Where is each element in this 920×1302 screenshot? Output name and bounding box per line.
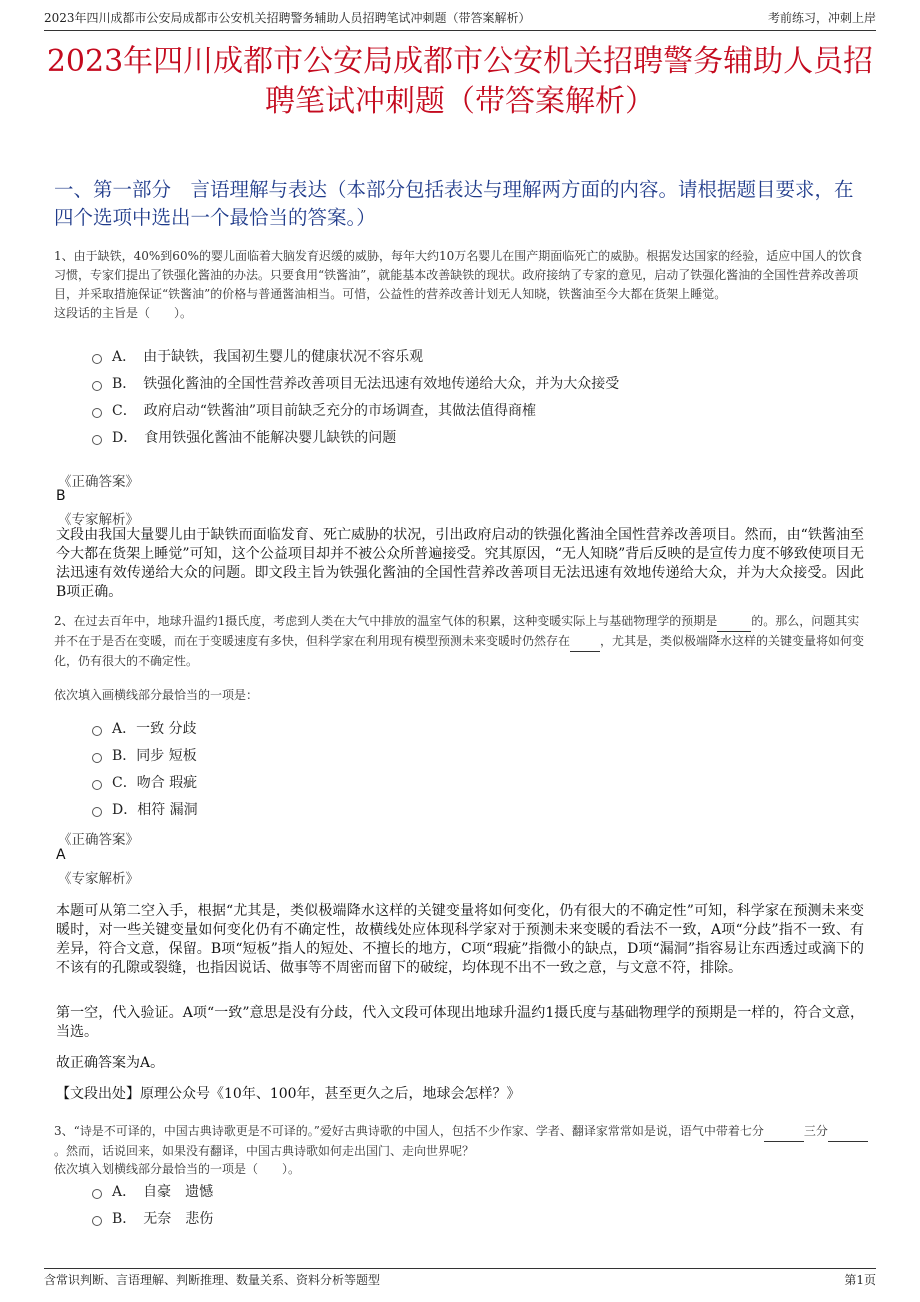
header-doc-title: 2023年四川成都市公安局成都市公安机关招聘警务辅助人员招聘笔试冲刺题（带答案解析） — [44, 11, 531, 25]
question-3-text-c: 。然而，话说回来，如果没有翻译，中国古典诗歌如何走出国门、走向世界呢？ — [54, 1144, 475, 1158]
question-3-stem — [54, 1122, 870, 1161]
page-header — [44, 8, 876, 31]
option-label: A．一致 分歧 — [112, 720, 197, 737]
question-2-prompt: 依次填入画横线部分最恰当的一项是： — [54, 688, 259, 702]
radio-icon[interactable] — [92, 381, 102, 391]
question-1-stem — [54, 247, 870, 323]
option-label: C． 政府启动“铁酱油”项目前缺乏充分的市场调查，其做法值得商榷 — [112, 402, 537, 419]
answer-label-1: 《正确答案》 — [58, 474, 139, 490]
analysis-label-2: 《专家解析》 — [58, 871, 139, 887]
option-1b[interactable] — [92, 369, 880, 396]
page-footer — [44, 1268, 876, 1293]
analysis-2-p1: 本题可从第二空入手，根据“尤其是，类似极端降水这样的关键变量将如何变化，仍有很大的不确定性”可知，科学家在预测未来变暖时，对一些关键变量如何变化仍有不确定性，故横线处应体现科学家对于预测未来变暖的看法不一致，A项“分歧”指不一致、有差异，符合文意，保留。B项“短板”指人的短处、不擅长的地方，C项“瑕疵”指微小的缺点，D项“漏洞”指容易让东西透过或滴下的不该有的孔隙或裂缝，也指因说话、做事等不周密而留下的破绽，均体现不出不一致之意，与文意不符，排除。 — [56, 903, 864, 976]
option-label: D．相符 漏洞 — [112, 801, 198, 818]
radio-icon[interactable] — [92, 408, 102, 418]
page-title-line-1: 2023年四川成都市公安局成都市公安机关招聘警务辅助人员招 — [46, 44, 874, 79]
radio-icon[interactable] — [92, 435, 102, 445]
question-3-prompt: 依次填入划横线部分最恰当的一项是（ ）。 — [54, 1162, 301, 1176]
option-2a[interactable] — [92, 714, 880, 741]
option-label: D． 食用铁强化酱油不能解决婴儿缺铁的问题 — [112, 429, 397, 446]
question-2-stem — [54, 612, 870, 671]
source-2: 【文段出处】原理公众号《10年、100年，甚至更久之后，地球会怎样？》 — [56, 1086, 521, 1102]
radio-icon[interactable] — [92, 1216, 102, 1226]
question-2-options — [92, 714, 880, 822]
option-label: A． 自豪 遗憾 — [112, 1183, 214, 1200]
question-2-text-a: 2、在过去百年中，地球升温约1摄氏度，考虑到人类在大气中排放的温室气体的积累，这种变暖实际上与基础物理学的预期是 — [54, 614, 718, 628]
radio-icon[interactable] — [92, 780, 102, 790]
blank-3 — [764, 1122, 804, 1142]
footer-topics: 含常识判断、言语理解、判断推理、数量关系、资料分析等题型 — [44, 1273, 381, 1287]
question-1-text: 1、由于缺铁，40%到60%的婴儿面临着大脑发育迟缓的威胁，每年大约10万名婴儿在围产期面临死亡的威胁。根据发达国家的经验，适应中国人的饮食习惯，专家们提出了铁强化酱油的办法。只要食用“铁酱油”，就能基本改善缺铁的现状。政府接纳了专家的意见，启动了铁强化酱油的全国性营养改善项目，并采取措施保证“铁酱油”的价格与普通酱油相当。可惜，公益性的营养改善计划无人知晓，铁酱油至今大都在货架上睡觉。 — [54, 249, 863, 301]
option-1c[interactable] — [92, 396, 880, 423]
page-number: 第1页 — [844, 1273, 876, 1287]
question-3-text-b: 三分 — [803, 1124, 828, 1138]
analysis-label-1: 《专家解析》 — [58, 512, 139, 528]
blank-1 — [717, 612, 751, 632]
option-3b[interactable] — [92, 1204, 880, 1231]
option-2b[interactable] — [92, 741, 880, 768]
radio-icon[interactable] — [92, 753, 102, 763]
radio-icon[interactable] — [92, 807, 102, 817]
option-label: B．同步 短板 — [112, 747, 197, 764]
header-slogan: 考前练习，冲刺上岸 — [767, 11, 876, 25]
page-title-line-2: 聘笔试冲刺题（带答案解析） — [265, 84, 655, 119]
option-label: B． 铁强化酱油的全国性营养改善项目无法迅速有效地传递给大众，并为大众接受 — [112, 375, 620, 392]
question-2-text-b: 的。那么，问题其实并不在于是否在变暖，而在于变暖速度有多快，但科学家在利用现有模型预测未来变暖时仍然存在 — [54, 614, 860, 648]
blank-2 — [570, 632, 600, 652]
option-1d[interactable] — [92, 423, 880, 450]
option-3a[interactable] — [92, 1177, 880, 1204]
question-3-text-a: 3、“诗是不可译的，中国古典诗歌更是不可译的。”爱好古典诗歌的中国人，包括不少作家、学者、翻译家常常如是说，语气中带着七分 — [54, 1124, 764, 1138]
radio-icon[interactable] — [92, 726, 102, 736]
option-label: C．吻合 瑕疵 — [112, 774, 198, 791]
question-1-options — [92, 342, 880, 450]
blank-4 — [828, 1122, 868, 1142]
option-2d[interactable] — [92, 795, 880, 822]
analysis-2-p2: 第一空，代入验证。A项“一致”意思是没有分歧，代入文段可体现出地球升温约1摄氏度与基础物理学的预期是一样的，符合文意，当选。 — [56, 1005, 864, 1040]
answer-label-2: 《正确答案》 — [58, 832, 139, 848]
answer-1: B — [56, 488, 66, 504]
option-1a[interactable] — [92, 342, 880, 369]
question-2-text-c: ，尤其是，类似极端降水这样的关键变量将如何变化，仍有很大的不确定性。 — [54, 634, 865, 668]
section-heading: 一、第一部分 言语理解与表达（本部分包括表达与理解两方面的内容。请根据题目要求，在四个选项中选出一个最恰当的答案。） — [54, 178, 854, 229]
radio-icon[interactable] — [92, 1189, 102, 1199]
option-label: B． 无奈 悲伤 — [112, 1210, 214, 1227]
option-label: A． 由于缺铁，我国初生婴儿的健康状况不容乐观 — [112, 348, 424, 365]
radio-icon[interactable] — [92, 354, 102, 364]
analysis-1: 文段由我国大量婴儿由于缺铁而面临发育、死亡威胁的状况，引出政府启动的铁强化酱油全国性营养改善项目。然而，由“铁酱油至今大都在货架上睡觉”可知，这个公益项目却并不被公众所普遍接受。究其原因，“无人知晓”背后反映的是宣传力度不够致使项目无法迅速有效传递给大众的问题。即文段主旨为铁强化酱油的全国性营养改善项目无法迅速有效地传递给大众，并为大众接受。因此B项正确。 — [56, 527, 864, 600]
page-title — [40, 42, 880, 122]
option-2c[interactable] — [92, 768, 880, 795]
question-3-options — [92, 1177, 880, 1231]
question-1-prompt: 这段话的主旨是（ ）。 — [54, 306, 193, 320]
analysis-2-p3: 故正确答案为A。 — [56, 1055, 165, 1071]
answer-2: A — [56, 847, 66, 863]
